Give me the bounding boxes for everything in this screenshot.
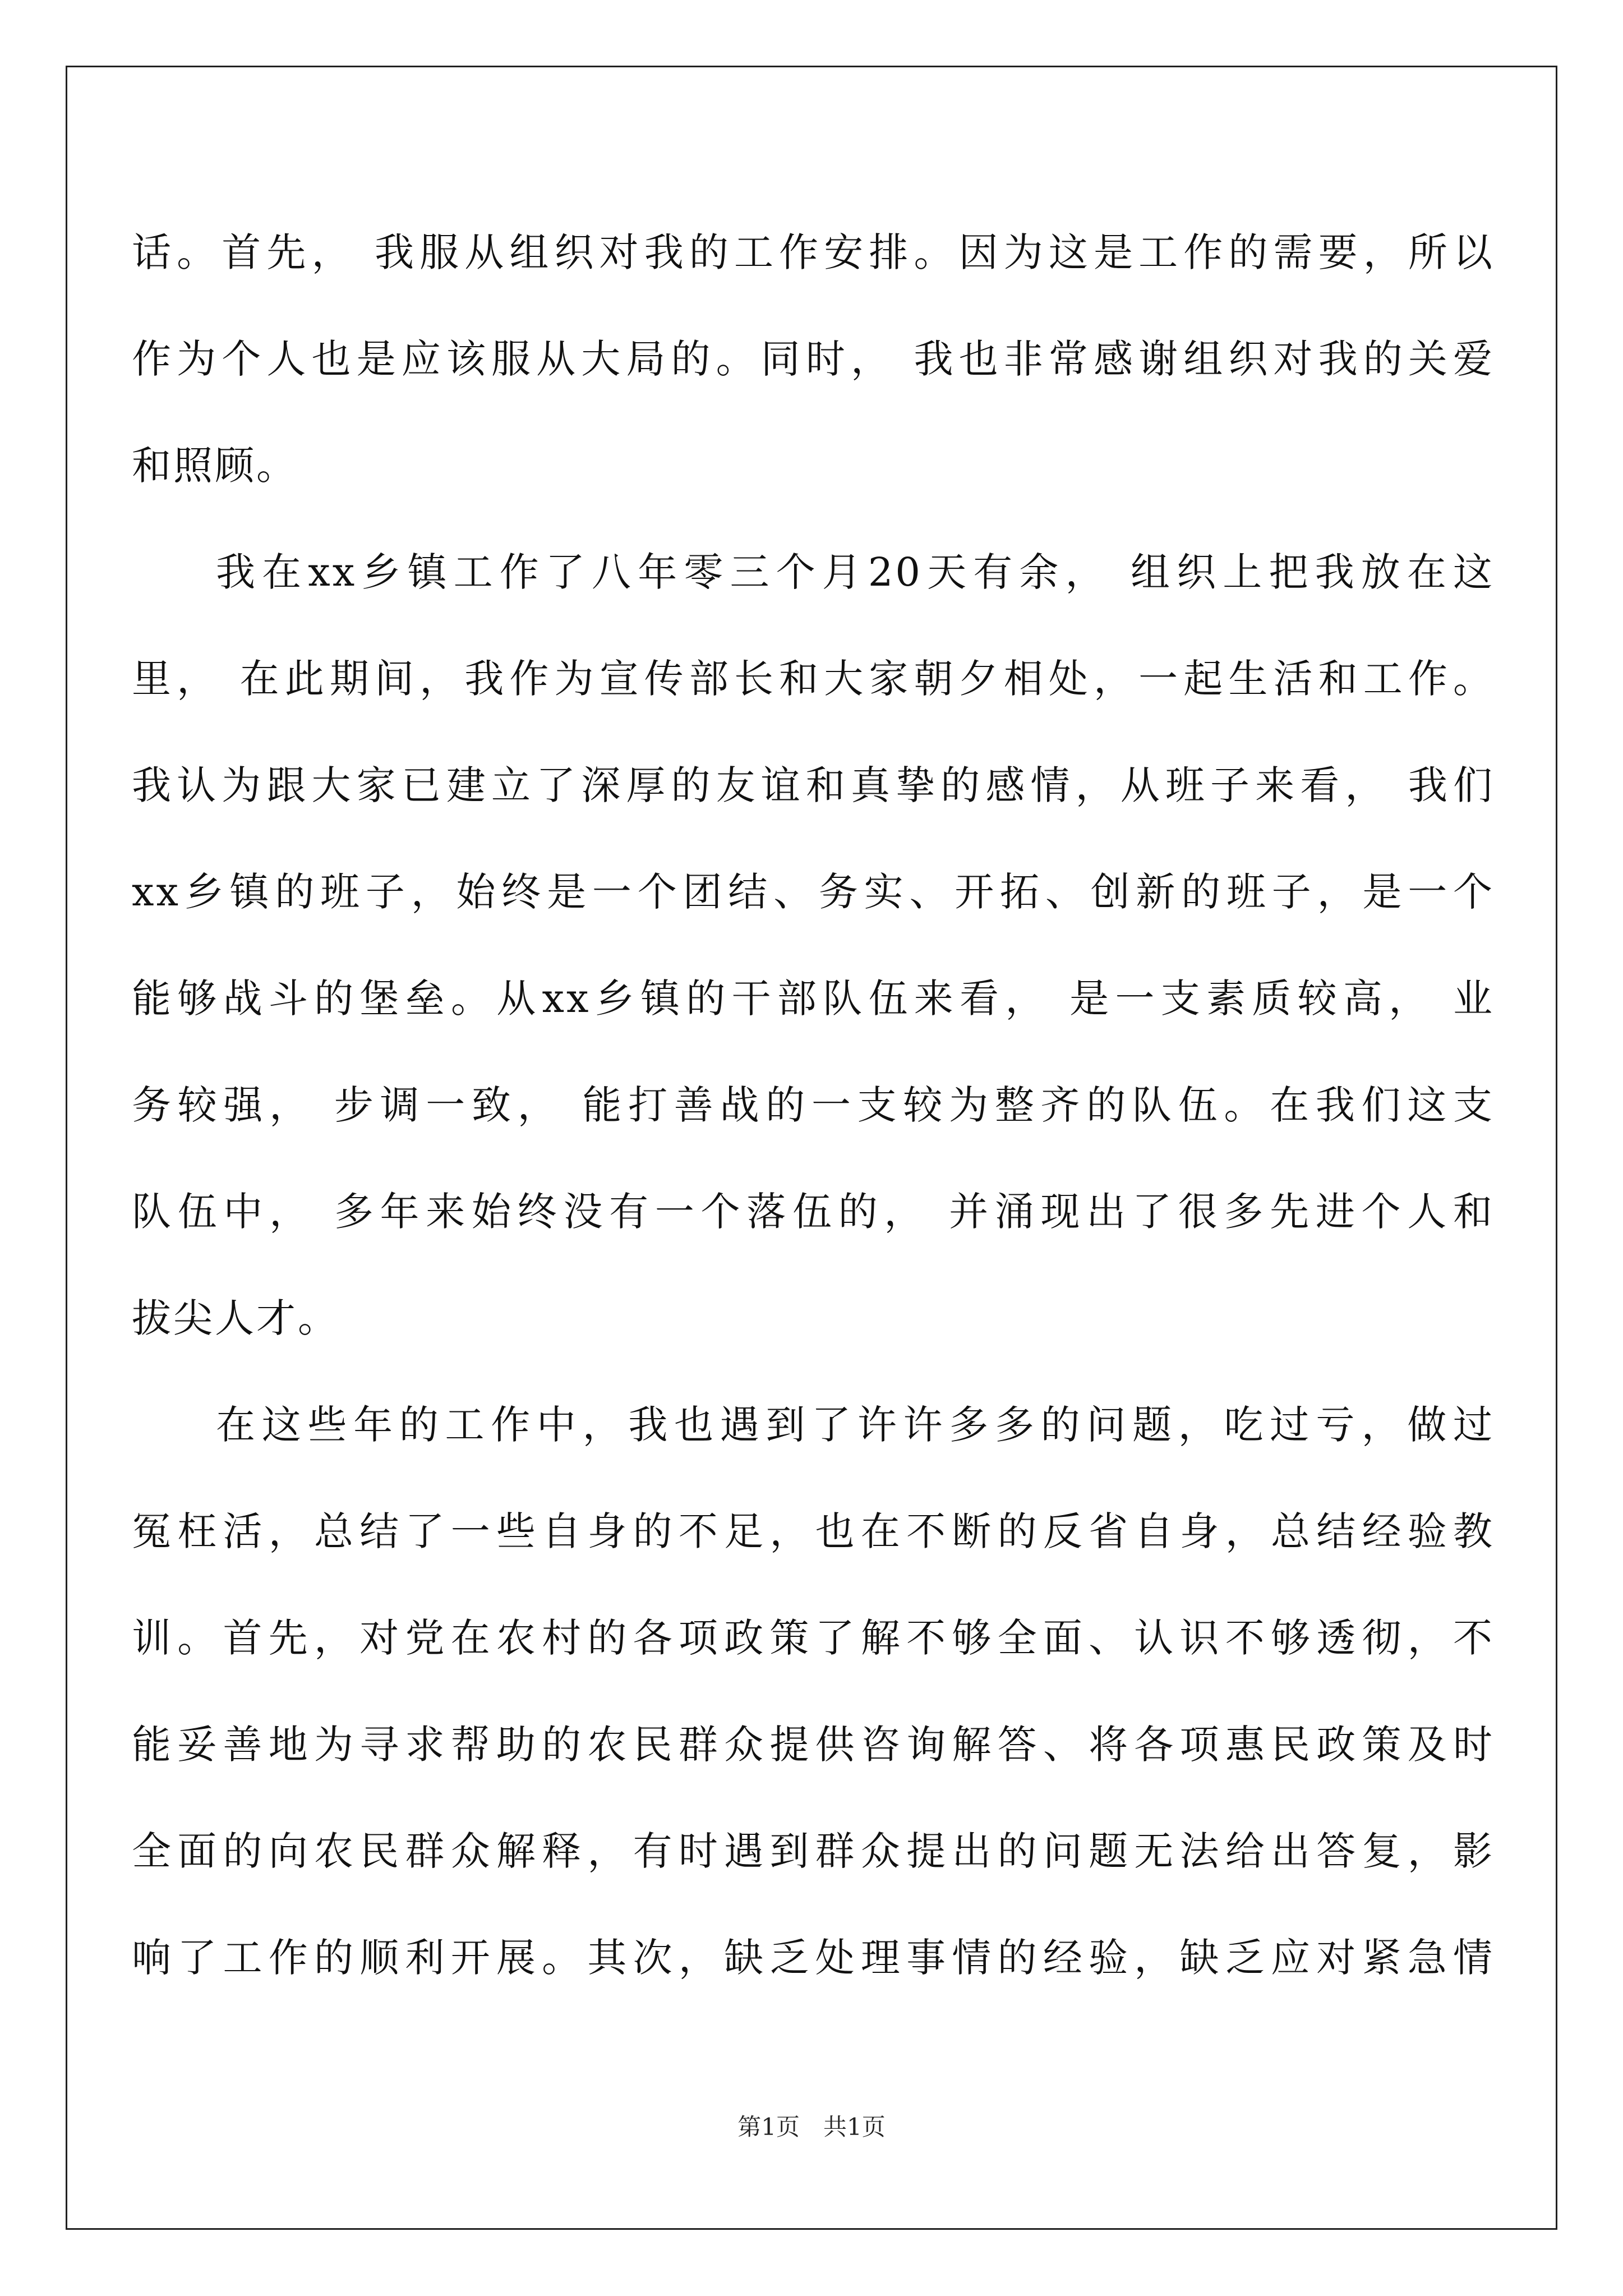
text-line-10: 队伍中， 多年来始终没有一个落伍的， 并涌现出了很多先进个人和 (132, 1189, 1495, 1235)
text-line-13: 冤枉活，总结了一些自身的不足，也在不断的反省自身，总结经验教 (132, 1508, 1495, 1554)
text-line-7: xx乡镇的班子，始终是一个团结、务实、开拓、创新的班子，是一个 (132, 869, 1495, 915)
text-line-6: 我认为跟大家已建立了深厚的友谊和真挚的感情，从班子来看， 我们 (132, 762, 1495, 808)
text-line-2: 作为个人也是应该服从大局的。同时， 我也非常感谢组织对我的关爱 (132, 336, 1495, 382)
text-line-17: 响了工作的顺利开展。其次，缺乏处理事情的经验，缺乏应对紧急情 (132, 1935, 1495, 1981)
text-line-11: 拔尖人才。 (132, 1295, 339, 1341)
text-line-8: 能够战斗的堡垒。从xx乡镇的干部队伍来看， 是一支素质较高， 业 (132, 976, 1495, 1022)
text-line-5: 里， 在此期间，我作为宣传部长和大家朝夕相处，一起生活和工作。 (132, 656, 1495, 702)
text-line-3: 和照顾。 (132, 443, 298, 489)
text-line-1: 话。首先， 我服从组织对我的工作安排。因为这是工作的需要，所以 (132, 229, 1495, 275)
text-line-14: 训。首先，对党在农村的各项政策了解不够全面、认识不够透彻，不 (132, 1615, 1495, 1661)
text-line-9: 务较强， 步调一致， 能打善战的一支较为整齐的队伍。在我们这支 (132, 1082, 1495, 1128)
text-line-16: 全面的向农民群众解释，有时遇到群众提出的问题无法给出答复，影 (132, 1828, 1495, 1874)
text-line-15: 能妥善地为寻求帮助的农民群众提供咨询解答、将各项惠民政策及时 (132, 1722, 1495, 1768)
page-number-footer: 第1页 共1页 (737, 2113, 886, 2141)
text-line-12: 在这些年的工作中，我也遇到了许许多多的问题，吃过亏，做过 (216, 1402, 1495, 1448)
text-line-4: 我在xx乡镇工作了八年零三个月20天有余， 组织上把我放在这 (216, 549, 1495, 595)
